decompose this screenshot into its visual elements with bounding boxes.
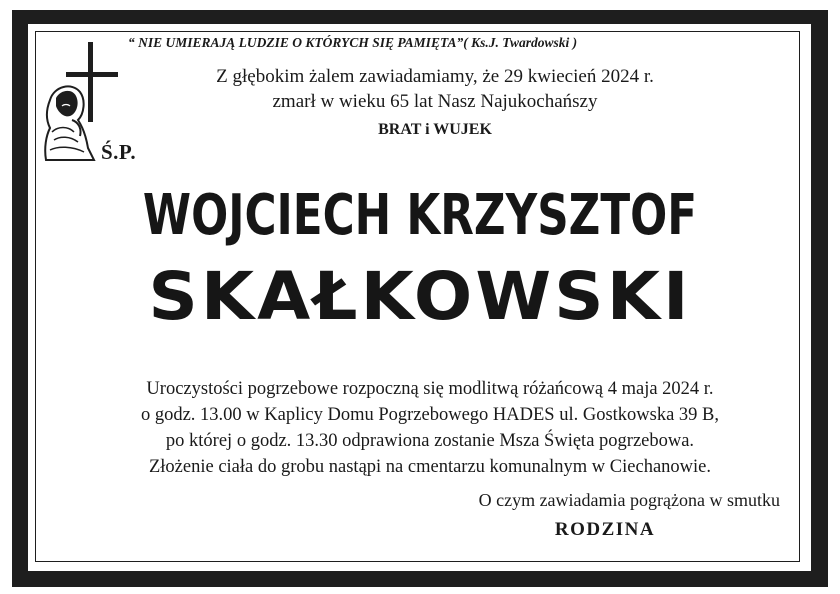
memorial-quote: “ NIE UMIERAJĄ LUDZIE O KTÓRYCH SIĘ PAMIĘTA”( Ks.J. Twardowski ) bbox=[128, 35, 578, 50]
announcement-text bbox=[170, 64, 700, 114]
funeral-line: o godz. 13.00 w Kaplicy Domu Pogrzebowego HADES ul. Gostkowska 39 B, bbox=[140, 405, 720, 425]
sp-prefix: Ś.P. bbox=[101, 140, 137, 164]
relation-label: BRAT i WUJEK bbox=[378, 121, 492, 138]
funeral-line: po której o godz. 13.30 odprawiona zostanie Msza Święta pogrzebowa. bbox=[165, 431, 695, 451]
announcement-line: Z głębokim żalem zawiadamiamy, że 29 kwiecień 2024 r. bbox=[216, 66, 654, 87]
signature: RODZINA bbox=[554, 519, 656, 540]
closing-text: O czym zawiadamia pogrążona w smutku bbox=[478, 490, 780, 510]
announcement-line: zmarł w wieku 65 lat Nasz Najukochańszy bbox=[272, 91, 598, 112]
funeral-line: Uroczystości pogrzebowe rozpoczną się modlitwą różańcową 4 maja 2024 r. bbox=[146, 379, 714, 399]
funeral-details bbox=[60, 376, 800, 480]
deceased-surname: SKAŁKOWSKI bbox=[148, 258, 692, 335]
funeral-line: Złożenie ciała do grobu nastąpi na cmentarzu komunalnym w Ciechanowie. bbox=[148, 457, 711, 477]
deceased-first-names: WOJCIECH KRZYSZTOF bbox=[142, 183, 698, 248]
